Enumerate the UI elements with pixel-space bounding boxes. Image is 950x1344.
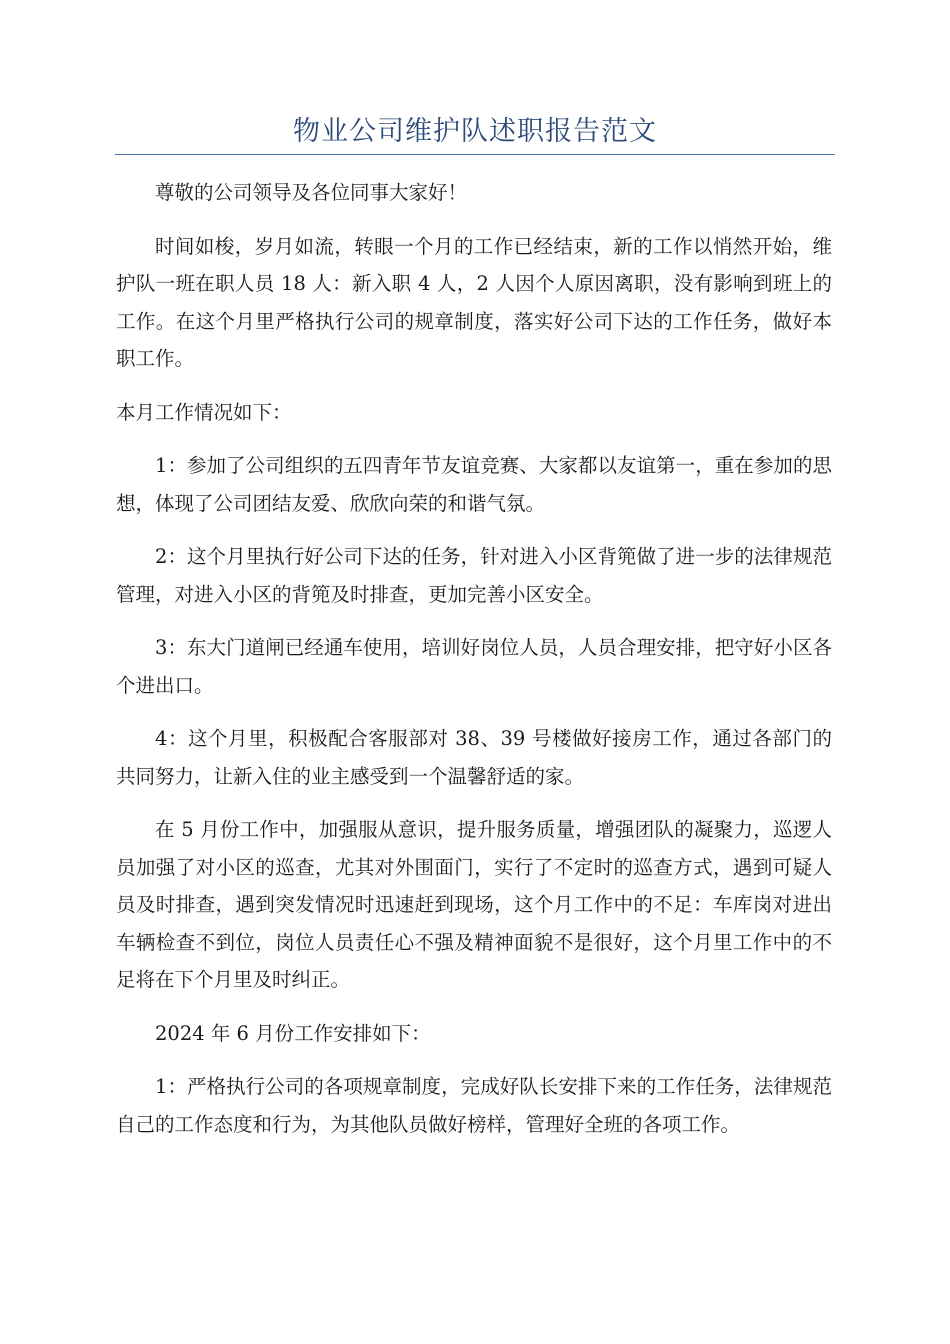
plan-heading-paragraph: 2024 年 6 月份工作安排如下： [155, 1021, 431, 1045]
section-heading-paragraph: 本月工作情况如下： [116, 400, 292, 424]
work-item-2-paragraph: 2：这个月里执行好公司下达的任务，针对进入小区背篼做了进一步的法律规范管理，对进入小区的背篼及时排查，更加完善小区安全。 [116, 545, 832, 606]
document-title: 物业公司维护队述职报告范文 [293, 116, 657, 147]
summary-paragraph: 在 5 月份工作中，加强服从意识，提升服务质量，增强团队的凝聚力，巡逻人员加强了对小区的巡查，尤其对外围面门，实行了不定时的巡查方式，遇到可疑人员及时排查，遇到突发情况时迅速赶到现场，这个月工作中的不足：车库岗对进出车辆检查不到位，岗位人员责任心不强及精神面貌不是很好，这个月里工作中的不足将在下个月里及时纠正。 [116, 818, 832, 991]
title-underline [115, 154, 835, 155]
greeting-paragraph: 尊敬的公司领导及各位同事大家好！ [155, 181, 468, 204]
work-item-1-paragraph: 1：参加了公司组织的五四青年节友谊竞赛、大家都以友谊第一，重在参加的思想，体现了公司团结友爱、欣欣向荣的和谐气氛。 [116, 454, 832, 515]
work-item-4-paragraph: 4：这个月里，积极配合客服部对 38、39 号楼做好接房工作，通过各部门的共同努力，让新入住的业主感受到一个温馨舒适的家。 [116, 727, 832, 788]
plan-item-1-paragraph: 1：严格执行公司的各项规章制度，完成好队长安排下来的工作任务，法律规范自己的工作态度和行为，为其他队员做好榜样，管理好全班的各项工作。 [116, 1075, 832, 1136]
intro-paragraph: 时间如梭，岁月如流，转眼一个月的工作已经结束，新的工作以悄然开始，维护队一班在职人员 18 人：新入职 4 人，2 人因个人原因离职，没有影响到班上的工作。在这个月里严格执行公司的规章制度，落实好公司下达的工作任务，做好本职工作。 [116, 234, 832, 370]
work-item-3-paragraph: 3：东大门道闸已经通车使用，培训好岗位人员，人员合理安排，把守好小区各个进出口。 [116, 636, 832, 697]
document-body [116, 174, 832, 1159]
